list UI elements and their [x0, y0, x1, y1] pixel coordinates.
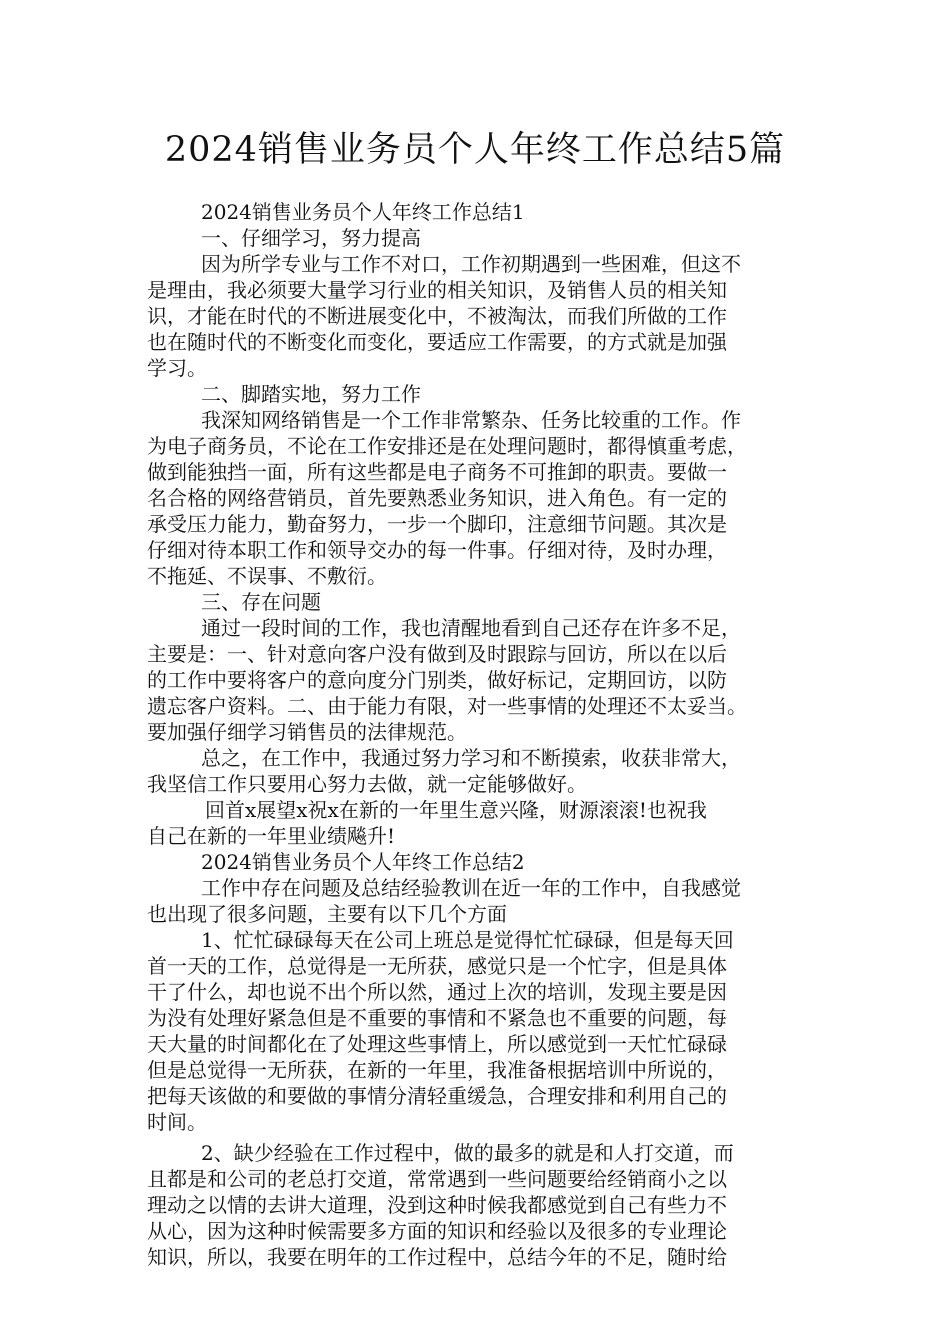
paragraph-line: 不拖延、不误事、不敷衍。 [147, 564, 387, 588]
paragraph-line: 但是总觉得一无所获，在新的一年里，我准备根据培训中所说的， [147, 1058, 727, 1082]
paragraph-line: 时间。 [147, 1110, 207, 1134]
paragraph-line: 主要是：一、针对意向客户没有做到及时跟踪与回访，所以在以后 [147, 642, 727, 666]
subheading: 二、脚踏实地，努力工作 [201, 382, 421, 406]
paragraph-line: 遗忘客户资料。二、由于能力有限，对一些事情的处理还不太妥当。 [147, 694, 747, 718]
paragraph-line: 2、缺少经验在工作过程中，做的最多的就是和人打交道，而 [201, 1141, 734, 1165]
section-heading-1: 2024销售业务员个人年终工作总结1 [201, 200, 525, 224]
paragraph-line: 也在随时代的不断变化而变化，要适应工作需要，的方式就是加强 [147, 330, 727, 354]
paragraph-line: 我坚信工作只要用心努力去做，就一定能够做好。 [147, 772, 587, 796]
paragraph-line: 从心，因为这种时候需要多方面的知识和经验以及很多的专业理论 [147, 1219, 727, 1243]
paragraph-line: 干了什么，却也说不出个所以然，通过上次的培训，发现主要是因 [147, 980, 727, 1004]
paragraph-line: 我深知网络销售是一个工作非常繁杂、任务比较重的工作。作 [201, 408, 741, 432]
subheading: 一、仔细学习，努力提高 [201, 226, 421, 250]
document-body [147, 199, 807, 1270]
paragraph-line: 且都是和公司的老总打交道，常常遇到一些问题要给经销商小之以 [147, 1167, 727, 1191]
paragraph-line: 的工作中要将客户的意向度分门别类，做好标记，定期回访，以防 [147, 668, 727, 692]
document-title: 2024销售业务员个人年终工作总结5篇 [164, 130, 786, 170]
paragraph-line: 也出现了很多问题，主要有以下几个方面 [147, 902, 507, 926]
paragraph-line: 通过一段时间的工作，我也清醒地看到自己还存在许多不足， [201, 616, 741, 640]
paragraph-line: 因为所学专业与工作不对口，工作初期遇到一些困难，但这不 [201, 252, 741, 276]
paragraph-line: 把每天该做的和要做的事情分清轻重缓急，合理安排和利用自己的 [147, 1084, 727, 1108]
paragraph-line: 要加强仔细学习销售员的法律规范。 [147, 720, 467, 744]
paragraph-line: 工作中存在问题及总结经验教训在近一年的工作中，自我感觉 [201, 876, 741, 900]
paragraph-line: 承受压力能力，勤奋努力，一步一个脚印，注意细节问题。其次是 [147, 512, 727, 536]
paragraph-line: 识，才能在时代的不断进展变化中，不被淘汰，而我们所做的工作 [147, 304, 727, 328]
section-heading-2: 2024销售业务员个人年终工作总结2 [201, 850, 525, 874]
paragraph-line: 理动之以情的去讲大道理，没到这种时候我都感觉到自己有些力不 [147, 1193, 727, 1217]
paragraph-line: 学习。 [147, 356, 207, 380]
paragraph-line: 为电子商务员，不论在工作安排还是在处理问题时，都得慎重考虑， [147, 434, 747, 458]
paragraph-line: 是理由，我必须要大量学习行业的相关知识，及销售人员的相关知 [147, 278, 727, 302]
paragraph-line: 1、忙忙碌碌每天在公司上班总是觉得忙忙碌碌，但是每天回 [201, 928, 734, 952]
paragraph-line: 回首x展望x祝x在新的一年里生意兴隆，财源滚滚!也祝我 [205, 798, 707, 822]
paragraph-line: 天大量的时间都化在了处理这些事情上，所以感觉到一天忙忙碌碌 [147, 1032, 727, 1056]
paragraph-line: 总之，在工作中，我通过努力学习和不断摸索，收获非常大， [201, 746, 741, 770]
paragraph-line: 为没有处理好紧急但是不重要的事情和不紧急也不重要的问题，每 [147, 1006, 727, 1030]
paragraph-line: 自己在新的一年里业绩飚升! [147, 824, 396, 848]
paragraph-line: 仔细对待本职工作和领导交办的每一件事。仔细对待，及时办理， [147, 538, 727, 562]
paragraph-line: 首一天的工作，总觉得是一无所获，感觉只是一个忙字，但是具体 [147, 954, 727, 978]
subheading: 三、存在问题 [201, 590, 321, 614]
paragraph-line: 做到能独挡一面，所有这些都是电子商务不可推卸的职责。要做一 [147, 460, 727, 484]
paragraph-line: 知识，所以，我要在明年的工作过程中，总结今年的不足，随时给 [147, 1245, 727, 1269]
paragraph-line: 名合格的网络营销员，首先要熟悉业务知识，进入角色。有一定的 [147, 486, 727, 510]
